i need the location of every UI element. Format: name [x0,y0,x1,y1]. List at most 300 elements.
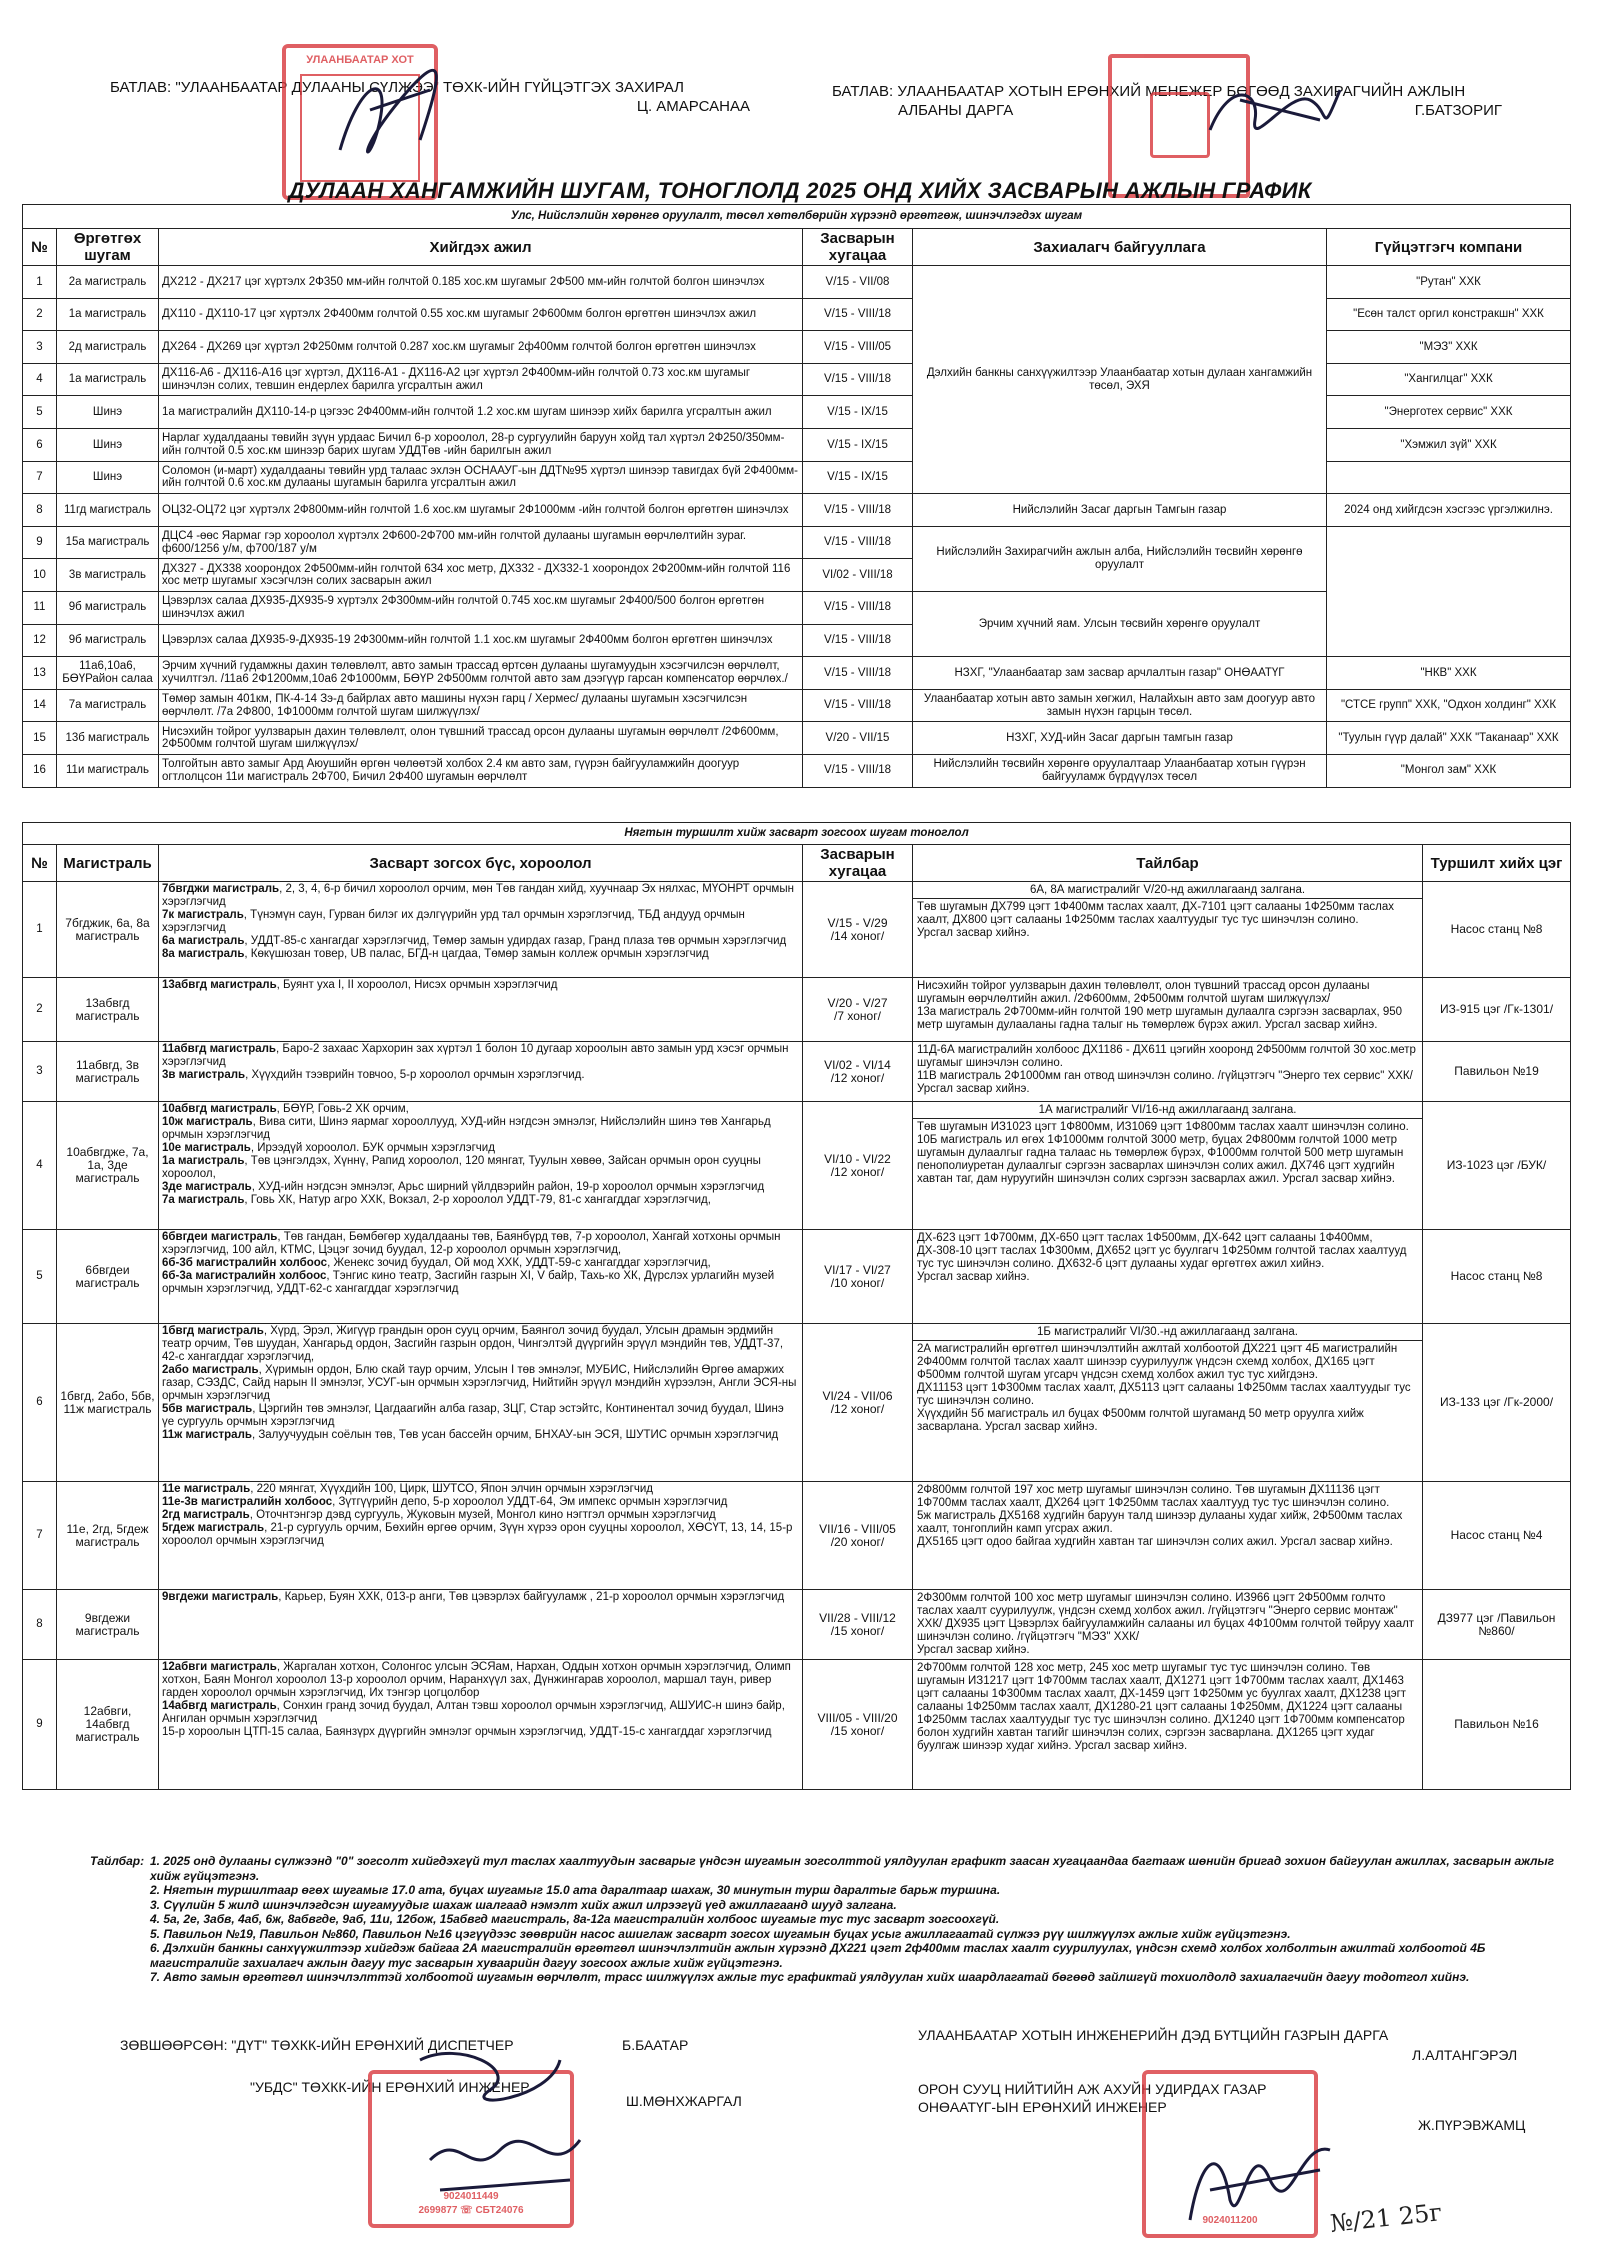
row-line: 15а магистраль [57,526,159,559]
zone-line [162,1181,799,1194]
note-text [913,1119,1422,1188]
row-number: 3 [23,331,57,364]
row-test-point: ИЗ-915 цэг /Гк-1301/ [1423,978,1571,1042]
note-paragraph: 11В магистраль 2Ф1000мм ган отвод шинэчлэн солино. /гүйцэтгэгч "Энерго тех сервис" ХХК/ Урсгал засвар хийнэ. [917,1070,1413,1095]
section1-title: Улс, Нийслэлийн хөрөнгө оруулалт, төсөл хөтөлбөрийн хүрээнд өргөтгөж, шинэчлэгдэх шугам [23,205,1571,229]
row-contractor [1327,461,1571,494]
period-range: V/15 - V/29 [827,915,888,930]
row-work: Цэвэрлэх салаа ДХ935-9-ДХ935-19 2Ф300мм-ийн голчтой 1.1 хос.км шугамыг 2Ф400мм болгон өргөтгөн шинэчлэх [159,624,803,657]
zone-line [162,1483,799,1496]
zone-line [162,1364,799,1403]
zone-description: , Вива сити, Шинэ яармаг хорооллууд, ХУД-ийн нэгдсэн эмнэлэг, Нийслэлийн шинэ төв Хангарьд орчмын хэрэглэгчид [162,1116,771,1141]
zone-magistral: 1бвгд магистраль [162,1325,264,1337]
row-number: 7 [23,461,57,494]
row-period [803,1102,913,1230]
row-period: V/15 - VIII/18 [803,657,913,690]
row-line: 2а магистраль [57,266,159,299]
table-row [23,1482,1571,1590]
row-client: Нийслэлийн Засаг даргын Тамгын газар [913,494,1327,527]
period-range: VIII/05 - VIII/20 [817,1710,898,1725]
zone-description: , Төв гандан, Бөмбөгөр худалдааны төв, Баянбүрд төв, 7-р хороолол, Хангай хотхоны орчмын хэрэглэгчид, 100 айл, КТМС, Цэцэг зочид буудал, 12-р хороолол орчмын хэрэглэгчид, [162,1231,781,1256]
row-client: НЗХГ, ХУД-ийн Засаг даргын тамгын газар [913,722,1327,755]
zone-line [162,1194,799,1207]
period-days: /15 хоног/ [830,1723,885,1738]
stamp-code-3: 9024011200 [1202,2215,1258,2226]
zone-line [162,935,799,948]
row-magistral: 11абвгд, 3в магистраль [57,1042,159,1102]
note-paragraph: 2Ф700мм голчтой 128 хос метр, 245 хос метр шугамыг тус тус шинэчлэн солино. Төв шугамын ИЗ1217 цэгт 1Ф700мм таслах хаалт, ДХ1271 цэгт 1Ф700мм таслах хаалт, ДХ1463 цэгт салааны 1Ф300мм таслах хаалт, ДХ-1459 цэгт 1Ф250мм ус буулгах хаалт, ДХ1238 цэгт салааны 1Ф250мм таслах хаалт, ДХ1280-21 цэгт салааны 1Ф250мм, ДХ1224 цэгт салааны 1Ф250мм таслах хаалтуудыг тус тус шинэчлэн солино. ДХ1240 цэгт 1Ф700мм компенсатор болон худгийн хавтан тагийг шинэчлэн солих, сэргээн засварлана. ДХ1265 цэгт худаг буулгаж шинээр худаг хийнэ. Урсгал засвар хийнэ. [917,1662,1407,1752]
row-line: 1а магистраль [57,363,159,396]
zone-line [162,1103,799,1116]
zone-line [162,1496,799,1509]
row-number: 5 [23,396,57,429]
period-range: VI/10 - VI/22 [824,1151,891,1166]
row-period: V/15 - VII/08 [803,266,913,299]
zone-description: , Тэнгис кино театр, Засгийн газрын XI, V байр, Тахь-ко ХК, Дүрслэх урлагийн музей орчмын хэрэглэгчид, УДДТ-62-с хангагддаг хэрэглэгчид [162,1270,775,1295]
row-work: Төмөр замын 401км, ПК-4-14 Зэ-д байрлах авто машины нүхэн гарц / Хермес/ дулааны шугамын хэсэгчилсэн өөрчлөлт. /7а 2Ф800, 1Ф1000мм голчтой шугам шилжүүлэх/ [159,689,803,722]
row-number: 16 [23,754,57,787]
note-paragraph: Урсгал засвар хийнэ. [917,1271,1030,1283]
zone-magistral: 7а магистраль [162,1194,245,1206]
row-period [803,1660,913,1790]
row-test-point: Насос станц №8 [1423,1230,1571,1324]
footnote-items [150,1854,1570,1985]
row-magistral: 1бвгд, 2або, 5бв, 11ж магистраль [57,1324,159,1482]
pressure-test-table [22,822,1571,1790]
zone-line [162,1257,799,1270]
row-line: 11гд магистраль [57,494,159,527]
row-number: 10 [23,559,57,592]
row-note [913,1660,1423,1790]
zone-line [162,1509,799,1522]
page-mark: №/21 25г [1328,2198,1444,2238]
table-row [23,1230,1571,1324]
note-headline: 6А, 8А магистралийг V/20-нд ажиллагаанд залгана. [913,882,1422,899]
period-days: /12 хоног/ [830,1164,885,1179]
left-approval-title: БАТЛАВ: "УЛААНБААТАР ДУЛААНЫ СҮЛЖЭЭ" ТӨХК-ИЙН ГҮЙЦЭТГЭХ ЗАХИРАЛ [110,79,685,96]
table-row [23,1042,1571,1102]
zone-line [162,1700,799,1726]
row-contractor: "Туулын гүүр далай" ХХК "Таканаар" ХХК [1327,722,1571,755]
row-period [803,1042,913,1102]
zone-line [162,979,799,992]
row-contractor: "СТСЕ групп" ХХК, "Одхон холдинг" ХХК [1327,689,1571,722]
row-contractor: "МЭЗ" ХХК [1327,331,1571,364]
row-period: V/15 - VIII/18 [803,591,913,624]
period-days: /12 хоног/ [830,1401,885,1416]
zone-magistral: 13абвгд магистраль [162,979,277,991]
col2-note: Тайлбар [913,845,1423,882]
table-row [23,526,1571,559]
row-test-point: Насос станц №4 [1423,1482,1571,1590]
sig-infra: УЛААНБААТАР ХОТЫН ИНЖЕНЕРИЙН ДЭД БҮТЦИЙН ГАЗРЫН ДАРГА [918,2027,1389,2043]
row-note [913,978,1423,1042]
zone-line [162,1155,799,1181]
row-test-point: ИЗ-1023 цэг /БУК/ [1423,1102,1571,1230]
row-number: 12 [23,624,57,657]
row-magistral: 10абвгдже, 7а, 1а, 3де магистраль [57,1102,159,1230]
note-paragraph: 2Ф800мм голчтой 197 хос метр шугамыг шинэчлэн солино. Төв шугамын ДХ11136 цэгт 1Ф700мм таслах хаалт, ДХ264 цэгт 1Ф250мм таслах хаалтууд тус тус шинэчлэн солино. [917,1484,1390,1509]
row-client: Эрчим хүчний яам. Улсын төсвийн хөрөнгө оруулалт [913,591,1327,656]
zone-description: , Хүрд, Эрэл, Жигүүр грандын орон сууц орчим, Баянгол зочид буудал, Улсын драмын эрдмийн театр орчим, Төв шуудан, Хангарьд ордон, Засгийн газрын ордон, Чингэлтэй дүүргийн эрүүл мэндийн төв, УДДТ-37, 42-с хангагддаг хэрэглэгчид, [162,1325,784,1363]
table-row [23,722,1571,755]
zone-description: , Хүүхдийн тээврийн товчоо, 5-р хороолол орчмын хэрэглэгчид. [245,1069,585,1081]
col-period: Засварын хугацаа [803,229,913,266]
zone-description: , Буянт уха I, II хороолол, Нисэх орчмын хэрэглэгчид [276,979,558,991]
table-row [23,396,1571,429]
table-row [23,978,1571,1042]
row-test-point: ИЗ-133 цэг /Гк-2000/ [1423,1324,1571,1482]
col2-zone: Засварт зогсох бүс, хороолол [159,845,803,882]
row-period: V/15 - VIII/18 [803,494,913,527]
table-row [23,1102,1571,1230]
row-client: Дэлхийн банкны санхүүжилтээр Улаанбаатар хотын дулаан хангамжийн төсөл, ЭХЯ [913,266,1327,494]
zone-magistral: 6б-3б магистралийн холбоос [162,1257,328,1269]
row-work: ДХ327 - ДХ338 хоорондох 2Ф500мм-ийн голчтой 634 хос метр, ДХ332 - ДХ332-1 хоорондох 2Ф200мм-ийн голчтой 116 хос метр шугамыг хэсэгчлэн солих засварын ажил [159,559,803,592]
zone-line [162,883,799,909]
row-line: 11а6,10а6, БӨҮРайон салаа [57,657,159,690]
footnote-label: Тайлбар: [90,1854,145,1868]
table-row [23,657,1571,690]
row-work: ДХ116-А6 - ДХ116-А16 цэг хүртэл, ДХ116-А1 - ДХ116-А2 цэг хүртэл 2Ф400мм-ийн голчтой 0.73 хос.км шугамыг шинэчлэн солих, тевшин ендерлех барилга угсралтын ажил [159,363,803,396]
row-number: 8 [23,1590,57,1660]
row-zone [159,1660,803,1790]
row-zone [159,1102,803,1230]
row-note [913,1590,1423,1660]
note-paragraph: 5ж магистраль ДХ5168 худгийн баруун талд шинээр дулааны худаг хийж, 2Ф500мм таслах хаалт, тонгоплийн камп угсрах ажил. [917,1510,1403,1535]
right-approval-title: БАТЛАВ: УЛААНБААТАР ХОТЫН ЕРӨНХИЙ МЕНЕЖЕР БӨГӨӨД ЗАХИРАГЧИЙН АЖЛЫН [832,83,1466,100]
period-days: /15 хоног/ [830,1623,885,1638]
stamp-code-1: 9024011449 [443,2191,499,2202]
zone-magistral: 11е магистраль [162,1483,251,1495]
row-period [803,1482,913,1590]
row-number: 4 [23,1102,57,1230]
row-line: 2д магистраль [57,331,159,364]
row-contractor: "Энерготех сервис" ХХК [1327,396,1571,429]
table-row [23,298,1571,331]
table-row [23,266,1571,299]
row-period [803,882,913,978]
col2-test-point: Туршилт хийх цэг [1423,845,1571,882]
col2-magistral: Магистраль [57,845,159,882]
zone-magistral: 14абвгд магистраль [162,1700,277,1712]
row-period: V/15 - VIII/18 [803,298,913,331]
table-row [23,754,1571,787]
zone-description: , Оточнтэнгэр дэвд сургууль, Жуковын музей, Монгол кино нэгтгэл орчмын хэрэглэгчид [249,1509,716,1521]
row-number: 15 [23,722,57,755]
row-line: Шинэ [57,428,159,461]
left-approval-name: Ц. АМАРСАНАА [636,98,750,115]
period-days: /20 хоног/ [830,1534,885,1549]
signature-top-right [1200,60,1350,160]
period-days: /10 хоног/ [830,1275,885,1290]
row-zone [159,882,803,978]
zone-description: , Жаргалан хотхон, Солонгос улсын ЭСЯам, Нархан, Оддын хотхон орчмын хэрэглэгчид, Олимп хотхон, Баян Монгол хороолол 13-р хороолол орчим, Наранхүүл зах, Дүнжингарав хороолол, маршал таун, ривер гарден хороолол орчмын хэрэглэгчид, Их тэнгэр цогцолбор [162,1661,791,1699]
row-note [913,1324,1423,1482]
row-work: Нарлаг худалдааны төвийн зүүн урдаас Бичил 6-р хороолол, 28-р сургуулийн баруун хойд тал хүртэл 2Ф250/350мм-ийн голчтой 0.5 хос.км шинээр барих шугам УДДТөв -ийн барилгын ажил [159,428,803,461]
zone-description: , Төв цэнгэлдэх, Хүннү, Рапид хороолол, 120 мянгат, Туулын хөвөө, Зайсан орчмын орон сууцны хороолол, [162,1155,761,1180]
period-range: VII/28 - VIII/12 [819,1610,896,1625]
row-note [913,882,1423,978]
zone-magistral: 7к магистраль [162,909,244,921]
row-number: 4 [23,363,57,396]
row-contractor [1327,526,1571,656]
period-range: VII/16 - VIII/05 [819,1521,896,1536]
row-client: НЗХГ, "Улаанбаатар зам засвар арчлалтын газар" ОНӨААТҮГ [913,657,1327,690]
row-zone [159,1590,803,1660]
zone-line [162,1069,799,1082]
row-magistral: 9вгдежи магистраль [57,1590,159,1660]
note-paragraph: 2А магистралийн өргөтгөл шинэчлэлтийн ажлтай холбоотой ДХ221 цэгт 4Б магистралийн 2Ф400мм голчтой таслах хаалт шинээр суурилуулж үндсэн схемд холбох, ДХ165 цэгт Ф500мм голчтой шугам угсарч үндсэн схемд холбох ажил тус тус хийгдэнэ. [917,1343,1398,1381]
col2-period: Засварын хугацаа [803,845,913,882]
row-magistral: 12абвги, 14абвгд магистраль [57,1660,159,1790]
zone-description: , Баро-2 захаас Хархорин зах хүртэл 1 болон 10 дугаар хороолын авто замын урд хэсэг орчмын хэрэглэгчид [162,1043,789,1068]
row-contractor: "Рутан" ХХК [1327,266,1571,299]
row-work: Цэвэрлэх салаа ДХ935-ДХ935-9 хүртэлх 2Ф300мм-ийн голчтой 0.745 хос.км шугамыг 2Ф400/500 болгон өргөтгөн шинэчлэх ажил [159,591,803,624]
zone-magistral: 11ж магистраль [162,1429,252,1441]
footnote-item: 3. Сүүлийн 5 жилд шинэчлэгдсэн шугамуудыг шахаж шалгаад нэмэлт хийх ажил илрээгүй үед ажиллагаанд шууд залгана. [150,1897,897,1912]
zone-magistral: 1а магистраль [162,1155,245,1167]
row-work: Соломон (и-март) худалдааны төвийн урд талаас эхлэн ОСНААУГ-ын ДДТ№95 хүртэл шинээр тавигдах бүй 2Ф400мм-ийн голчтой 0.6 хос.км дулааны шугамын барилга угсралтын ажил [159,461,803,494]
note-paragraph: ДХ-623 цэгт 1Ф700мм, ДХ-650 цэгт таслах 1Ф500мм, ДХ-642 цэгт салааны 1Ф400мм, ДХ-308-10 цэгт таслах 1Ф300мм, ДХ652 цэгт ус буулгагч 1Ф250мм голчтой таслах хаалтууд тус тус шинэчлэн солино. ДХ632-б цэгт дулааны худаг өргөтгөх ажил хийнэ. [917,1232,1407,1270]
col-contractor: Гүйцэтгэгч компани [1327,229,1571,266]
row-line: 9б магистраль [57,591,159,624]
zone-line [162,1231,799,1257]
zone-magistral: 7бвгджи магистраль [162,883,280,895]
row-line: Шинэ [57,396,159,429]
signature-top-left [320,60,460,170]
zone-description: , Женекс зочид буудал, Ой мод ХХК, УДДТ-59-с хангагддаг хэрэглэгчид, [327,1257,711,1269]
right-approval-title-2: АЛБАНЫ ДАРГА [898,102,1014,119]
row-work: ДХ264 - ДХ269 цэг хүртэл 2Ф250мм голчтой 0.287 хос.км шугамыг 2ф400мм голчтой болгон өргөтгөн шинэчлэх [159,331,803,364]
zone-magistral: 6б-3а магистралийн холбоос [162,1270,327,1282]
col2-no: № [23,845,57,882]
footnote-item: 5. Павильон №19, Павильон №860, Павильон №16 цэгүүдээс зөөврийн насос ашиглаж засварт зогсох шугамын буцах усыг ажиллагаатай сүлжээ рүү шилжүүлэх ажлыг хийж гүйцэтгэнэ. [150,1926,1291,1941]
sig-agreed-title: ЗӨВШӨӨРСӨН: "ДҮТ" ТӨХКК-ИЙН ЕРӨНХИЙ ДИСПЕТЧЕР [120,2037,514,2053]
col-line: Өргөтгөх шугам [57,229,159,266]
sig-ubds: "УБДС" ТӨХКК-ИЙН ЕРӨНХИЙ ИНЖЕНЕР [250,2079,530,2095]
col-no: № [23,229,57,266]
row-number: 9 [23,1660,57,1790]
section2-title: Нягтын туршилт хийж засварт зогсоох шугам тоноглол [23,823,1571,845]
row-note [913,1102,1423,1230]
row-work: ОЦ32-ОЦ72 цэг хүртэлх 2Ф800мм-ийн голчтой 1.6 хос.км шугамыг 2Ф1000мм -ийн голчтой болгон өргөтгөн шинэчлэх [159,494,803,527]
note-paragraph: Урсгал засвар хийнэ. [917,1644,1030,1656]
zone-line [162,948,799,961]
note-paragraph: 2Ф300мм голчтой 100 хос метр шугамыг шинэчлэн солино. ИЗ966 цэгт 2Ф500мм голчто таслах хаалт суурилуулж, үндсэн схемд холбох ажил. /гүйцэтгэгч "Энерго сервис монтаж" ХХК/ ДХ935 цэгт Цэвэрлэх байгууламжийн салааны ил буцах 4Ф100мм голчтой төйруу хаалт шинэчлэн солино. /гүйцэтгэгч "МЭЗ" ХХК/ [917,1592,1415,1643]
row-number: 9 [23,526,57,559]
zone-line [162,1726,799,1739]
zone-line [162,1142,799,1155]
note-paragraph: ДХ11153 цэгт 1Ф300мм таслах хаалт, ДХ5113 цэгт салааны 1Ф250мм таслах хаалтуудыг тус тус шинэчлэн солино. [917,1382,1411,1407]
footnote-item: 6. Дэлхийн банкны санхүүжилтээр хийгдэж байгаа 2А магистралийн өргөтгөл шинэчлэлтийн ажлын хүрээнд ДХ221 цэгт 2ф400мм таслах хаалт суурилуулах, үндсэн схемд холбох холболтын ажилтай холбоотой 4Б магистралийг захиалагч ажлын дагуу тус засварын хуваарийн дагуу зогсоох ажлыг хийж гүйцэтгэнэ. [150,1941,1486,1970]
zone-description: , Карьер, Буян ХХК, 013-р анги, Төв цэвэрлэх байгууламж , 21-р хороолол орчмын хэрэглэгчид [278,1591,785,1603]
zone-magistral: 3в магистраль [162,1069,246,1081]
row-number: 1 [23,266,57,299]
row-number: 1 [23,882,57,978]
note-text [913,1042,1422,1098]
sig-osnaa-name: Ж.ПҮРЭВЖАМЦ [1418,2117,1526,2133]
stamp-code-2: 2699877 ☏ СБТ24076 [418,2205,524,2216]
zone-magistral: 8а магистраль [162,948,245,960]
row-work: ДЦС4 -өөс Яармаг гэр хороолол хүртэлх 2Ф600-2Ф700 мм-ийн голчтой дулааны шугамын өөрчлөлтийн зураг. ф600/1256 у/м, ф700/187 у/м [159,526,803,559]
zone-magistral: 3де магистраль [162,1181,252,1193]
row-client: Нийслэлийн төсвийн хөрөнгө оруулалтаар Улаанбаатар хотын гүүрэн байгууламж бүрдүүлэх төсөл [913,754,1327,787]
row-client: Улаанбаатар хотын авто замын хөгжил, Налайхын авто зам доогуур авто замын нүхэн гарцын төсөл. [913,689,1327,722]
row-number: 8 [23,494,57,527]
note-text [913,1660,1422,1755]
row-line: 11и магистраль [57,754,159,787]
zone-description: , ХУД-ийн нэгдсэн эмнэлэг, Арьс ширний үйлдвэрийн район, 19-р хороолол орчмын хэрэглэгчид [251,1181,765,1193]
sig-ubds-name: Ш.МӨНХЖАРГАЛ [626,2093,742,2109]
note-text [913,1590,1422,1659]
table-row [23,428,1571,461]
row-client: Нийслэлийн Захирагчийн ажлын алба, Нийслэлийн төсвийн хөрөнгө оруулалт [913,526,1327,591]
row-period: V/15 - VIII/05 [803,331,913,364]
zone-description: , Зүтгүүрийн депо, 5-р хороолол УДДТ-64, Эм импекс орчмын хэрэглэгчид [332,1496,728,1508]
zone-description: , Говь ХК, Натур агро ХХК, Вокзал, 2-р хороолол УДДТ-79, 81-с хангагддаг хэрэглэгчид, [244,1194,711,1206]
row-test-point: Насос станц №8 [1423,882,1571,978]
zone-line [162,1429,799,1442]
row-note [913,1042,1423,1102]
col-client: Захиалагч байгууллага [913,229,1327,266]
row-line: 13б магистраль [57,722,159,755]
zone-line [162,909,799,935]
row-magistral: 7бгджик, 6а, 8а магистраль [57,882,159,978]
expansion-table [22,204,1571,788]
zone-line [162,1661,799,1700]
row-zone [159,1324,803,1482]
period-range: VI/17 - VI/27 [824,1262,891,1277]
zone-description: , Сонхин гранд зочид буудал, Алтан тэвш хороолол орчмын хэрэглэгчид, АШУИС-н шинэ байр, Ангилан орчмын хэрэглэгчид [162,1700,785,1725]
row-magistral: 13абвгд магистраль [57,978,159,1042]
zone-magistral: 12абвги магистраль [162,1661,277,1673]
row-test-point: ДЗ977 цэг /Павильон №860/ [1423,1590,1571,1660]
zone-description: , Хүримын ордон, Блю скай таур орчим, Улсын I төв эмнэлэг, МУБИС, Нийслэлийн Өргөө амаржих газар, СЭЗДС, Сайд нарын II эмнэлэг, УСУГ-ын орчмын хэрэглэгчид, Нийтийн эрүүл мэндийн хүрээлэн, Англи ЭСЯ-ны орчмын хэрэглэгчид [162,1364,797,1402]
zone-magistral: 5бв магистраль [162,1403,253,1415]
sig-agreed-name: Б.БААТАР [622,2037,689,2053]
document-title: ДУЛААН ХАНГАМЖИЙН ШУГАМ, ТОНОГЛОЛД 2025 ОНД ХИЙХ ЗАСВАРЫН АЖЛЫН ГРАФИК [288,178,1312,203]
zone-magistral: 6а магистраль [162,935,245,947]
row-work: 1а магистралийн ДХ110-14-р цэгээс 2Ф400мм-ийн голчтой 1.2 хос.км шугам шинээр хийх барилга угсралтын ажил [159,396,803,429]
row-work: Толгойтын авто замыг Ард Аюушийн өргөн чөлөөтэй холбох 2.4 км авто зам, гүүрэн байгууламжийн доогуур огтлолцсон 11и магистраль 2Ф700, Бичил 2Ф400 шугамын өөрчлөлт [159,754,803,787]
row-line: 7а магистраль [57,689,159,722]
row-number: 5 [23,1230,57,1324]
note-paragraph: Урсгал засвар хийнэ. [917,927,1030,939]
row-note [913,1230,1423,1324]
table-row [23,1660,1571,1790]
row-period: V/15 - IX/15 [803,461,913,494]
row-period [803,978,913,1042]
row-zone [159,1482,803,1590]
zone-description: , Түнэмүн саун, Гурван билэг их дэлгүүрийн урд тал орчмын хэрэглэгчид, ТБД андууд орчмын хэрэглэгчид [162,909,745,934]
row-period: V/15 - VIII/18 [803,363,913,396]
note-text [913,899,1422,942]
row-line: 1а магистраль [57,298,159,331]
row-work: ДХ110 - ДХ110-17 цэг хүртэлх 2Ф400мм голчтой 0.55 хос.км шугамыг 2Ф600мм болгон өргөтгөн шинэчлэх ажил [159,298,803,331]
note-text [913,1341,1422,1436]
table-row [23,494,1571,527]
sig-osnaa-title2: ОНӨААТҮГ-ЫН ЕРӨНХИЙ ИНЖЕНЕР [918,2099,1167,2115]
row-period: V/15 - VIII/18 [803,526,913,559]
stamp-text: УЛААНБААТАР ХОТ [306,54,414,66]
table-row [23,1590,1571,1660]
row-period: V/15 - VIII/18 [803,689,913,722]
sig-osnaa-title1: ОРОН СУУЦ НИЙТИЙН АЖ АХУЙН УДИРДАХ ГАЗАР [918,2081,1267,2097]
row-contractor: "Хангилцаг" ХХК [1327,363,1571,396]
row-contractor: "Монгол зам" ХХК [1327,754,1571,787]
row-line: Шинэ [57,461,159,494]
footnote-item: 2. Нягтын туршилтаар өгөх шугамыг 17.0 ата, буцах шугамыг 15.0 ата даралтаар шахаж, 30 минутын турш даралтыг барьж туршина. [150,1883,1001,1897]
table-row [23,461,1571,494]
note-text [913,1230,1422,1286]
row-work: ДХ212 - ДХ217 цэг хүртэлх 2Ф350 мм-ийн голчтой 0.185 хос.км шугамыг 2Ф500 мм-ийн голчтой болгон шинэчлэх [159,266,803,299]
row-period [803,1590,913,1660]
note-paragraph: 11Д-6А магистралийн холбоос ДХ1186 - ДХ611 цэгийн хооронд 2Ф500мм голчтой 30 хос.метр шугамыг шинэчлэн солино. [917,1044,1416,1069]
signature-bottom-right [1170,2100,1350,2240]
footnote-item: 1. 2025 онд дулааны сүлжээнд "0" зогсолт хийгдэхгүй тул таслах хаалтуудын засварыг үндсэн шугамын зогсолттой уялдуулан графикт заасан хугацаандаа багтааж шөнийн бригад зохион байгуулан ажиллах, засварын ажлыг хийж гүйцэтгэнэ. [150,1854,1555,1883]
row-period [803,1324,913,1482]
zone-description: , БӨҮР, Говь-2 ХК орчим, [276,1103,409,1115]
row-zone [159,978,803,1042]
zone-magistral: 11абвгд магистраль [162,1043,277,1055]
zone-line [162,1325,799,1364]
note-paragraph: Нисэхийн тойрог уулзварын дахин төлөвлөлт, олон түвшний трассад орсон дулааны шугамын өөрчлөлтийн ажил. /2Ф600мм, 2Ф500мм голчтой шугам шилжүүлэх/ [917,980,1370,1005]
table-row [23,331,1571,364]
period-range: V/20 - V/27 [827,995,888,1010]
row-period [803,1230,913,1324]
zone-description: , Цэргийн төв эмнэлэг, Цагдаагийн алба газар, ЗЦГ, Стар эстэйтс, Континентал зочид буудал, Шинэ үе сургууль орчмын хэрэглэгчид [162,1403,784,1428]
row-contractor: "Хэмжил зүй" ХХК [1327,428,1571,461]
zone-description: , Залуучуудын соёлын төв, Төв усан бассейн орчим, БНХАУ-ын ЭСЯ, ШУТИС орчмын хэрэглэгчид [251,1429,779,1441]
row-test-point: Павильон №19 [1423,1042,1571,1102]
note-paragraph: Төв шугамын ИЗ1023 цэгт 1Ф800мм, ИЗ1069 цэгт 1Ф800мм таслах хаалт шинэчлэн солино. 10Б магистраль ил өгөх 1Ф1000мм голчтой 3000 метр, буцах 2Ф800мм голчтой 1000 метр шугамын дулаалгыг гадна талаас нь төмөрлөж бүрэх, Ф1000мм голчтой 500 метр шугамын пенополиуретан дулаалгыг сэргээн засварлах шинэчлэн солих ажил. ДХ746 цэгт худгийн хавтан таг, дам нуруугийн шинэчлэн солих сэргээн засварлах ажил. Урсгал засвар хийнэ. [917,1121,1409,1185]
row-magistral: 11е, 2гд, 5гдеж магистраль [57,1482,159,1590]
col-work: Хийгдэх ажил [159,229,803,266]
row-work: Эрчим хүчний гудамжны дахин төлөвлөлт, авто замын трассад өртсөн дулааны шугамуудын хэсэгчилсэн өөрчлөлт, хучилтгэл. /11а6 2Ф1200мм,10а6 2Ф1000мм, БӨҮР 2Ф500мм голчтой авто зам дээгүүр гарсан компенсатор өөрчлөх./ [159,657,803,690]
period-days: /7 хоног/ [834,1008,881,1023]
period-range: VI/02 - VI/14 [824,1057,891,1072]
zone-line [162,1116,799,1142]
row-contractor: 2024 онд хийгдсэн хэсгээс үргэлжилнэ. [1327,494,1571,527]
row-number: 6 [23,1324,57,1482]
zone-line [162,1043,799,1069]
zone-magistral: 11е-3в магистралийн холбоос [162,1496,333,1508]
signature-bottom-left [400,2030,600,2220]
row-number: 2 [23,298,57,331]
row-contractor: "НКВ" ХХК [1327,657,1571,690]
row-zone [159,1230,803,1324]
zone-description: , 220 мянгат, Хүүхдийн 100, Цирк, ШУТСО, Япон элчин орчмын хэрэглэгчид [250,1483,653,1495]
row-period: V/20 - VII/15 [803,722,913,755]
row-number: 7 [23,1482,57,1590]
footnote-item: 7. Авто замын өргөтгөл шинэчлэлттэй холбоотой шугамын өөрчлөлт, трасс шилжүүлэх ажлыг тус графиктай уялдуулан хийх шаардлагатай бөгөөд зайлшгүй тохиолдолд захиалагчийн дагуу тодотгол хийнэ. [150,1970,1470,1984]
row-work: Нисэхийн тойрог уулзварын дахин төлөвлөлт, олон түвшний трассад орсон дулааны шугамын өөрчлөлт /2Ф600мм, 2Ф500мм голчтой шугам шилжүүлэх/ [159,722,803,755]
zone-description: , Ирээдүй хороолол. БУК орчмын хэрэглэгчид [250,1142,495,1154]
footnote-item: 4. 5а, 2е, 3абв, 4аб, 6ж, 8абвгде, 9аб, 11и, 12бож, 15абвгд магистраль, 8а-12а магистралийн холбоос шугамыг тус тус засварт зогсоохгүй. [150,1912,1000,1926]
zone-description: , 2, 3, 4, 6-р бичил хороолол орчим, мөн Төв гандан хийд, хуучнаар Эх нялхас, МҮОНРТ орчмын хэрэглэгчид [162,883,794,908]
table-row [23,1324,1571,1482]
row-number: 13 [23,657,57,690]
note-headline: 1А магистралийг VI/16-нд ажиллагаанд залгана. [913,1102,1422,1119]
row-number: 14 [23,689,57,722]
zone-line [162,1403,799,1429]
right-approval-name: Г.БАТЗОРИГ [1414,102,1502,119]
note-text [913,978,1422,1034]
row-period: V/15 - VIII/18 [803,754,913,787]
zone-magistral: 5гдеж магистраль [162,1522,265,1534]
table-row [23,363,1571,396]
